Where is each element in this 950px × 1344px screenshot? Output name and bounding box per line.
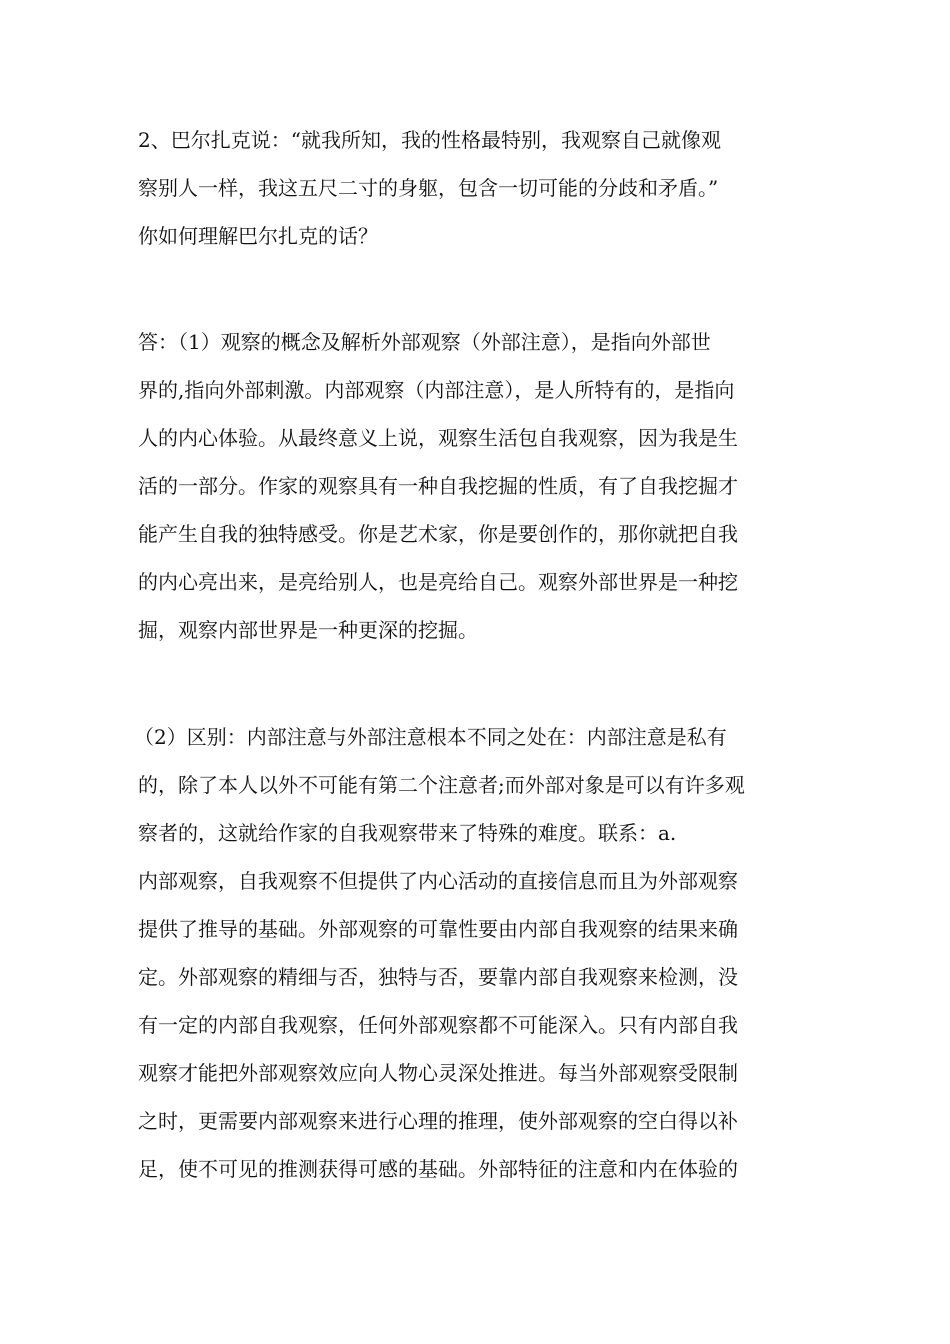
answer-line: （2）区别：内部注意与外部注意根本不同之处在：内部注意是私有 bbox=[134, 725, 727, 749]
answer-line: 定。外部观察的精细与否，独特与否，要靠内部自我观察来检测，没 bbox=[138, 965, 738, 989]
answer-line: 内部观察，自我观察不但提供了内心活动的直接信息而且为外部观察 bbox=[138, 869, 738, 893]
answer-line: 能产生自我的独特感受。你是艺术家，你是要创作的，那你就把自我 bbox=[138, 522, 738, 546]
answer-line: 有一定的内部自我观察，任何外部观察都不可能深入。只有内部自我 bbox=[138, 1013, 738, 1037]
answer-line: 的内心亮出来，是亮给别人，也是亮给自己。观察外部世界是一种挖 bbox=[138, 570, 738, 594]
question-line: 察别人一样，我这五尺二寸的身躯，包含一切可能的分歧和矛盾。” bbox=[138, 176, 719, 200]
question-line: 2、巴尔扎克说：“就我所知，我的性格最特别，我观察自己就像观 bbox=[138, 128, 721, 152]
answer-line: 提供了推导的基础。外部观察的可靠性要由内部自我观察的结果来确 bbox=[138, 917, 738, 941]
question-line: 你如何理解巴尔扎克的话？ bbox=[138, 224, 378, 248]
answer-line: 掘，观察内部世界是一种更深的挖掘。 bbox=[138, 618, 478, 642]
answer-line: 的，除了本人以外不可能有第二个注意者;而外部对象是可以有许多观 bbox=[138, 773, 745, 797]
answer-line: 活的一部分。作家的观察具有一种自我挖掘的性质，有了自我挖掘才 bbox=[138, 474, 738, 498]
answer-line: 足，使不可见的推测获得可感的基础。外部特征的注意和内在体验的 bbox=[138, 1157, 738, 1181]
answer-line: 之时，更需要内部观察来进行心理的推理，使外部观察的空白得以补 bbox=[138, 1109, 738, 1133]
answer-part2-paragraph bbox=[134, 713, 818, 1193]
question-paragraph bbox=[138, 116, 818, 260]
answer-line: 答：（1）观察的概念及解析外部观察（外部注意），是指向外部世 bbox=[138, 330, 711, 354]
answer-line: 人的内心体验。从最终意义上说，观察生活包自我观察，因为我是生 bbox=[138, 426, 738, 450]
answer-line: 观察才能把外部观察效应向人物心灵深处推进。每当外部观察受限制 bbox=[138, 1061, 738, 1085]
answer-line: 界的,指向外部刺激。内部观察（内部注意），是人所特有的，是指向 bbox=[138, 378, 735, 402]
answer-part1-paragraph bbox=[138, 318, 818, 654]
answer-line: 察者的，这就给作家的自我观察带来了特殊的难度。联系：a. bbox=[138, 821, 677, 845]
